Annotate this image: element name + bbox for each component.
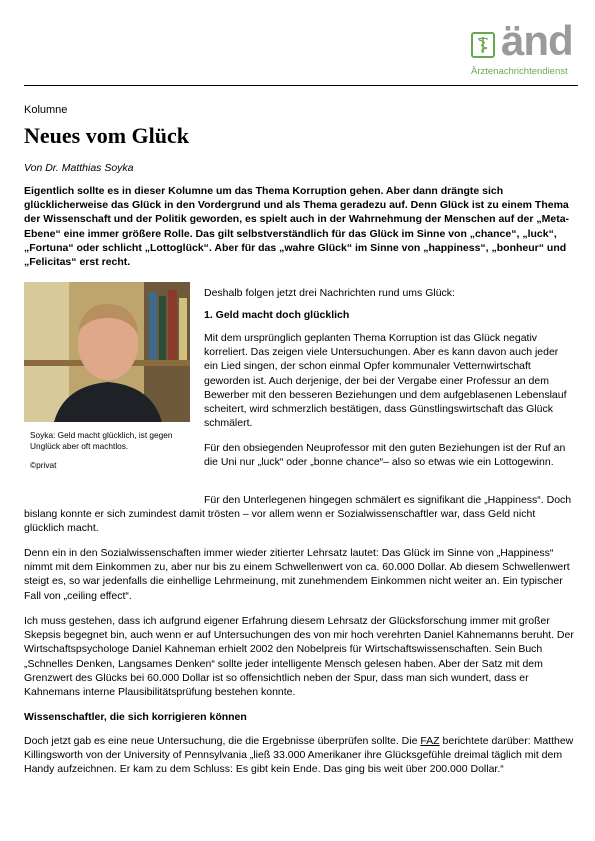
paragraph-4: Denn ein in den Sozialwissenschaften immer wieder zitierter Lehrsatz lautet: Das Glück im Sinne von „Happiness“ nimmt mit dem Einkommen zu, aber nur bis zu einem Schwellenwert von ca. 60.000 Dollar. Ab diesem Schwellenwert steigt es, so war jedenfalls die einhellige Lehrmeinung, mit zunehmendem Einkommen nicht weiter an. Ein typischer Fall von „ceiling effect“. <box>24 547 570 602</box>
header-divider <box>24 85 578 86</box>
paragraph-6-end: berichtete darüber: Matthew Killingsworth von der University of Pennsylvania „ließ 33.000 Amerikaner ihre Glücksgefühle dreimal täglich mit dem Handy aufzeichnen. Er kam zu dem Schluss: Es gibt kein Ende. Das ging bis weit über 200.000 Dollar.“ <box>24 735 574 776</box>
paragraph-5: Ich muss gestehen, dass ich aufgrund eigener Erfahrung diesem Lehrsatz der Glücksforschung immer mit großer Skepsis begegnet bin, auch wenn er auf Untersuchungen des von mir hoch verehrten Daniel Kahnemanns beruht. Der Wirtschaftspsychologe Daniel Kahneman erhielt 2002 den Nobelpreis für Wirtschaftswissenschaften. Sein Buch „Schnelles Denken, Langsames Denken“ sollte jeder intelligente Mensch gelesen haben. Aber der Satz mit dem Grenzwert des Glücks bei 60.000 Dollar ist so offensichtlich neben der Spur, dass man sich wundert, dass er Kahnemans interne Plausibilitätsprüfung bestehen konnte. <box>24 615 574 699</box>
article-lead: Eigentlich sollte es in dieser Kolumne um das Thema Korruption gehen. Aber dann drängte sich glücklicherweise das Glück in den Vordergrund und als Thema geradezu auf. Denn Glück ist zu einem Thema der Wissenschaft und der Politik geworden, es spielt auch in der Wahrnehmung der Menschen auf der „Meta-Ebene“ eine immer größere Rolle. Das gilt selbstverständlich für das Glück im Sinne von „chance“, „luck“, „Fortuna“ oder schlicht „Lottoglück“. Aber für das „wahre Glück“ im Sinne von „happiness“, „bonheur“ und „Felicitas“ erst recht. <box>24 185 570 269</box>
article-byline: Von Dr. Matthias Soyka <box>24 162 134 174</box>
paragraph-3: Für den Unterlegenen hingegen schmälert es signifikant die „Happiness“. Doch bislang konnte er sich zumindest damit trösten – vor allem wenn er Sozialwissenschaftler war, dass Geld nicht glücklich macht. <box>24 494 572 535</box>
section-heading-2: Wissenschaftler, die sich korrigieren können <box>24 711 247 723</box>
logo-tagline: Ärztenachrichtendienst <box>471 66 568 77</box>
paragraph-2: Für den obsiegenden Neuprofessor mit den guten Beziehungen ist der Ruf an die Uni nur „luck“ oder „bonne chance“– also so etwas wie ein Lottogewinn. <box>204 442 566 469</box>
logo-wordmark: änd <box>501 17 573 64</box>
intro-paragraph: Deshalb folgen jetzt drei Nachrichten rund ums Glück: <box>204 287 455 299</box>
aend-logo[interactable] <box>471 17 579 78</box>
article-title: Neues vom Glück <box>24 123 189 148</box>
paragraph-6 <box>24 734 574 777</box>
caduceus-icon <box>471 32 495 58</box>
photo-caption: Soyka: Geld macht glücklich, ist gegen Unglück aber oft machtlos. <box>30 430 173 451</box>
section-heading-1: 1. Geld macht doch glücklich <box>204 309 350 321</box>
author-photo <box>24 282 190 422</box>
faz-link[interactable]: FAZ <box>420 735 440 747</box>
paragraph-1: Mit dem ursprünglich geplanten Thema Korruption ist das Glück negativ korreliert. Das zeigen viele Untersuchungen. Aber es kann davon auch jeder ein Lied singen, der schon einmal Opfer kommunaler Vetternwirtschaft geworden ist. Auch derjenige, der bei der Vergabe einer Professur an dem Bewerber mit den besseren Beziehungen und dem aufgeblasenen Lebenslauf scheitert, wird schmerzlich bestätigen, dass Günstlingswirtschaft das Glück schmälert. <box>204 332 567 430</box>
paragraph-6-start: Doch jetzt gab es eine neue Untersuchung, die die Ergebnisse überprüfen sollte. Die <box>24 735 421 747</box>
photo-credit: ©privat <box>30 460 57 470</box>
article-kicker: Kolumne <box>24 104 68 116</box>
